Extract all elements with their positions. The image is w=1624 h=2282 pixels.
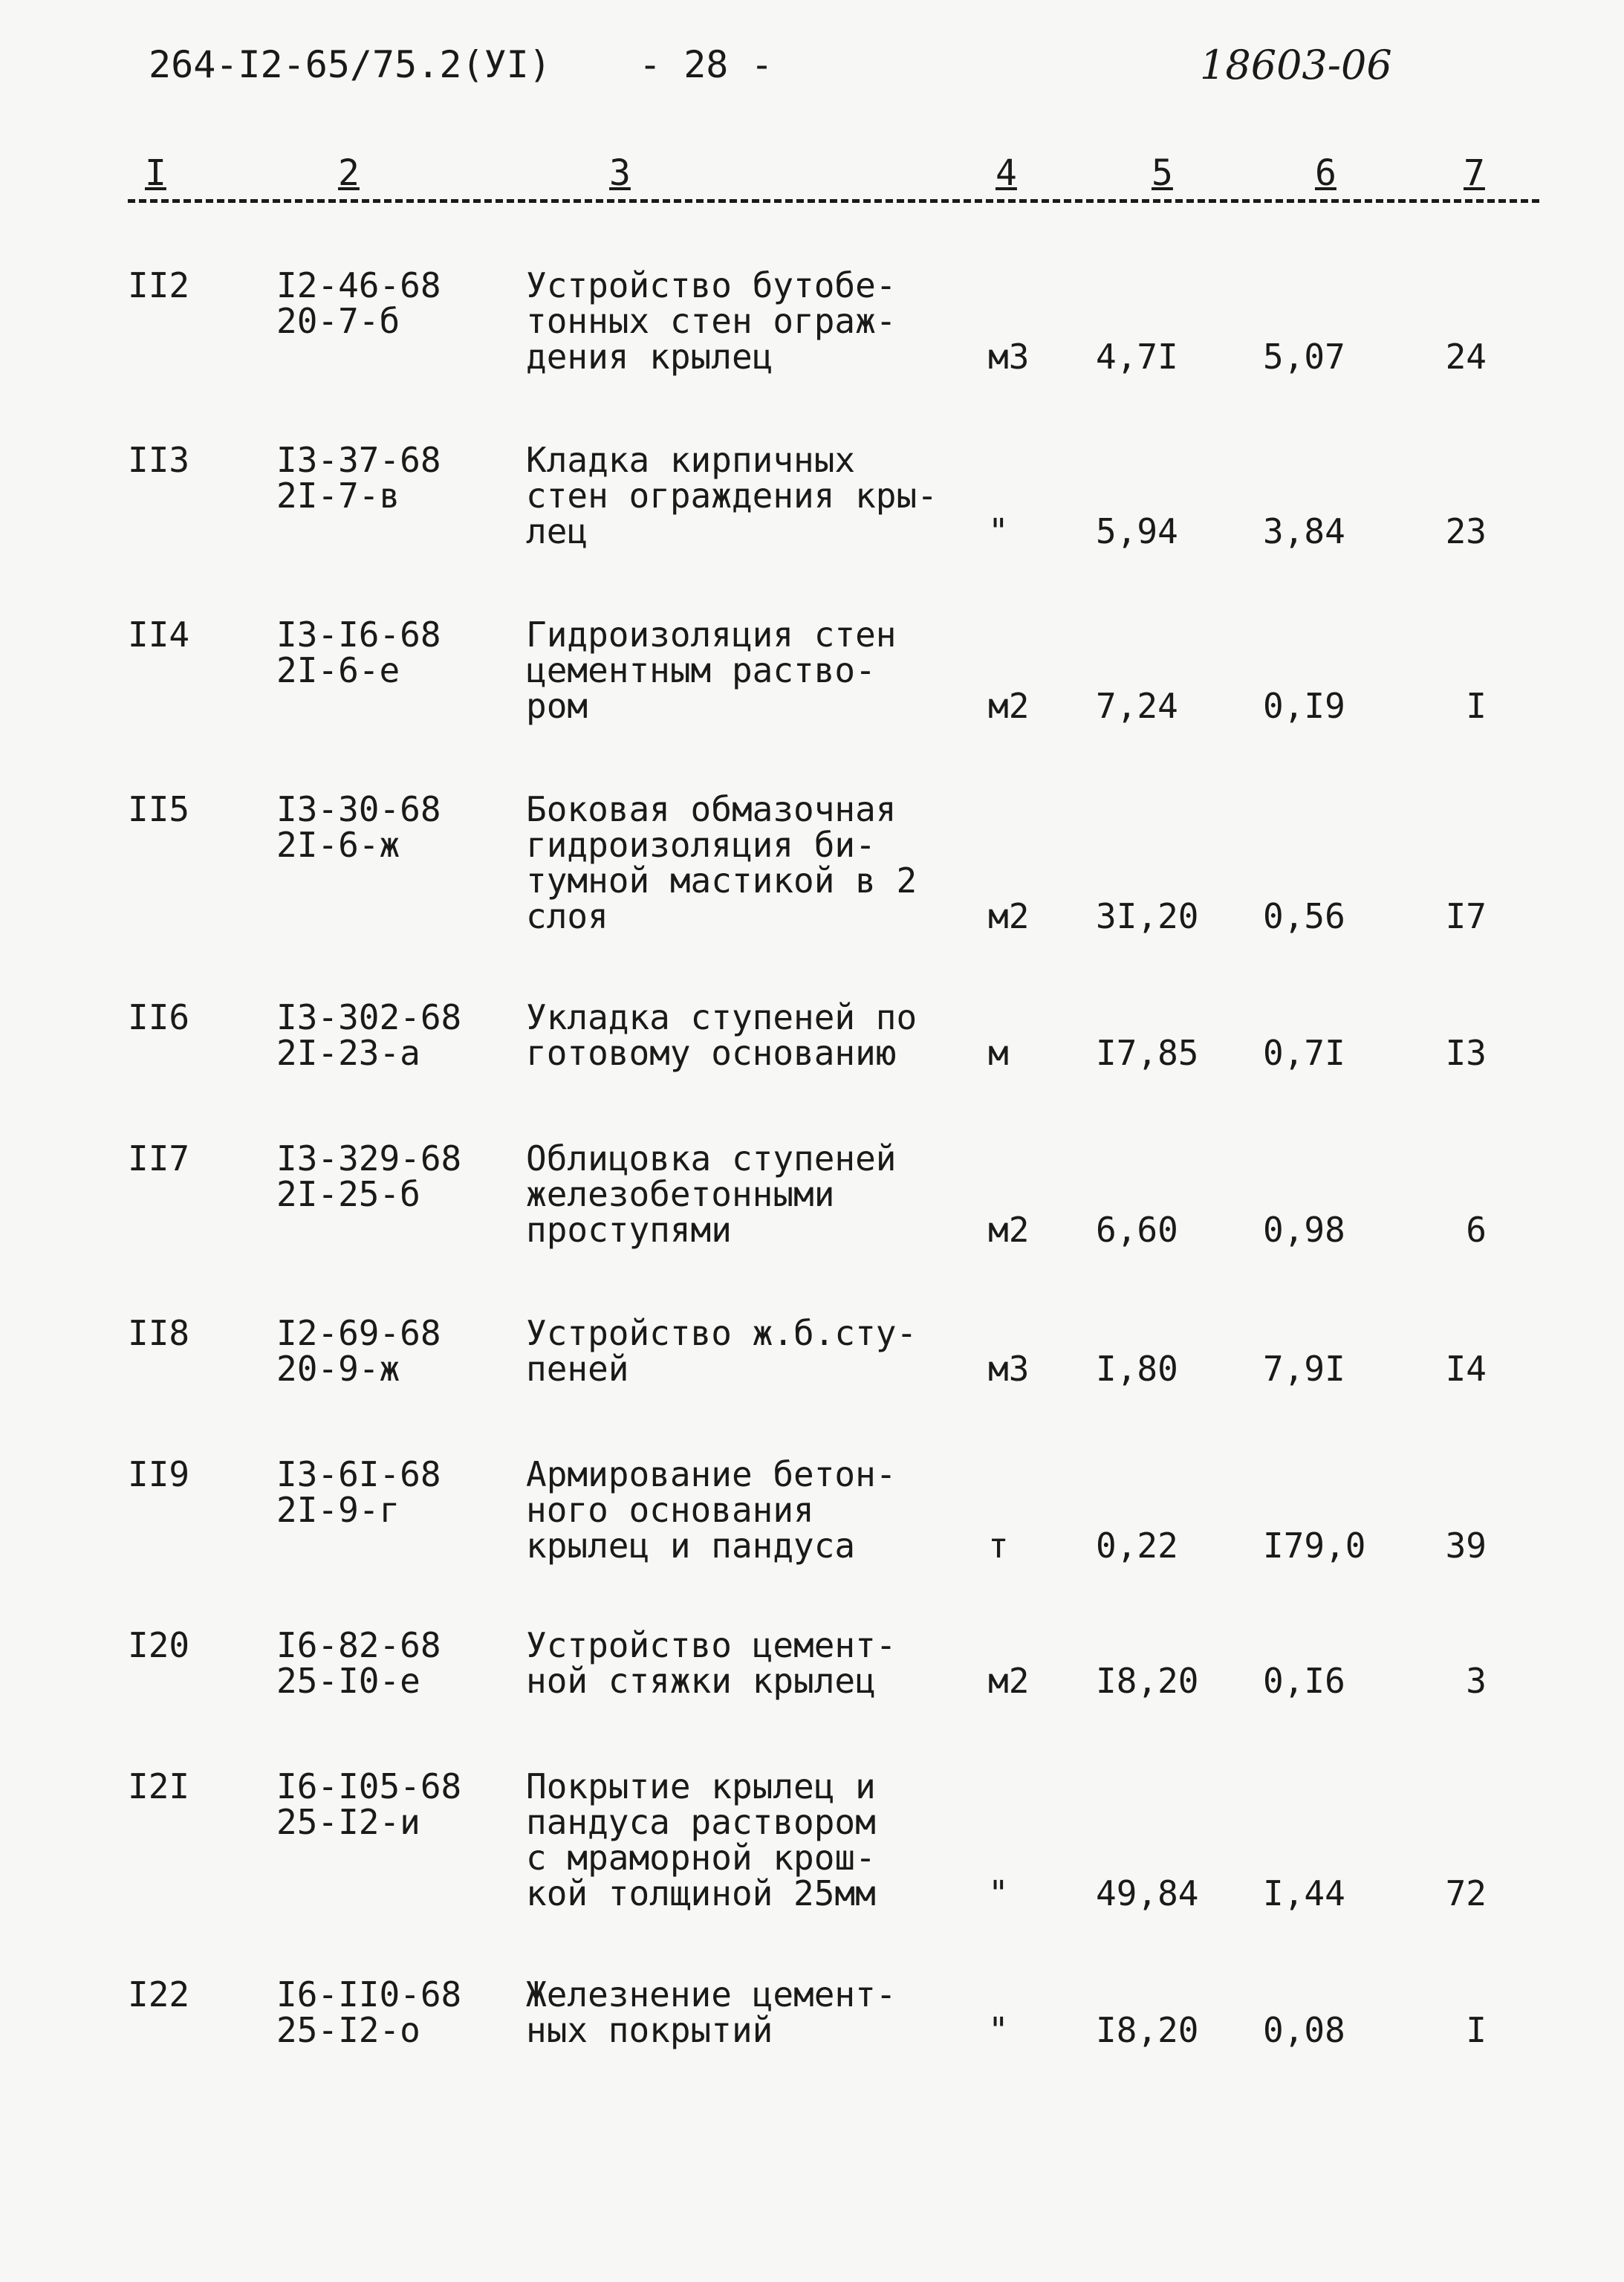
work-description	[526, 1974, 897, 2050]
unit: м2	[988, 686, 1030, 726]
unit-price: 3,84	[1263, 511, 1345, 551]
quantity: 7,24	[1096, 686, 1178, 726]
norm-code-line: I6-82-68	[276, 1625, 441, 1665]
unit-price: 7,9I	[1263, 1349, 1345, 1389]
description-line: тумной мастикой в 2	[526, 860, 917, 901]
norm-code	[276, 1627, 441, 1699]
description-line: с мраморной крош-	[526, 1838, 876, 1878]
norm-code-line: 2I-6-ж	[276, 825, 400, 865]
work-description	[526, 1138, 897, 1250]
total-cost: 39	[1445, 1526, 1487, 1566]
unit: м2	[988, 1210, 1030, 1250]
unit: "	[988, 511, 1009, 551]
total-cost: 23	[1445, 511, 1487, 551]
norm-code	[276, 1138, 462, 1214]
description-line: слоя	[526, 896, 608, 936]
norm-code	[276, 617, 441, 688]
norm-code	[276, 440, 441, 516]
norm-code-line: 25-I2-о	[276, 2010, 420, 2050]
description-line: Устройство ж.б.сту-	[526, 1313, 917, 1353]
quantity: 5,94	[1096, 511, 1178, 551]
unit: м2	[988, 1661, 1030, 1701]
norm-code-line: I3-302-68	[276, 997, 462, 1037]
unit: "	[988, 2010, 1009, 2050]
norm-code	[276, 265, 441, 341]
work-description	[526, 999, 917, 1071]
norm-code-line: 25-I0-е	[276, 1661, 420, 1701]
norm-code	[276, 791, 441, 863]
unit: т	[988, 1526, 1009, 1566]
row-number: II4	[128, 615, 190, 655]
row-number: I22	[128, 1974, 190, 2014]
column-header-4: 4	[995, 152, 1017, 194]
description-line: стен ограждения кры-	[526, 476, 938, 516]
quantity: 6,60	[1096, 1210, 1178, 1250]
description-line: Железнение цемент-	[526, 1974, 897, 2014]
norm-code-line: 2I-7-в	[276, 476, 400, 516]
norm-code-line: I3-I6-68	[276, 615, 441, 655]
norm-code-line: I3-329-68	[276, 1138, 462, 1179]
column-header-1: I	[145, 152, 166, 194]
description-line: ного основания	[526, 1490, 814, 1530]
description-line: гидроизоляция би-	[526, 825, 876, 865]
description-line: Гидроизоляция стен	[526, 615, 897, 655]
description-line: железобетонными	[526, 1174, 835, 1214]
description-line: цементным раство-	[526, 650, 876, 690]
norm-code-line: 2I-9-г	[276, 1490, 400, 1530]
quantity: I8,20	[1096, 2010, 1199, 2050]
norm-code	[276, 1315, 441, 1387]
total-cost: 24	[1445, 337, 1487, 377]
column-header-5: 5	[1152, 152, 1173, 194]
unit-price: 0,I9	[1263, 686, 1345, 726]
description-line: тонных стен ограж-	[526, 301, 897, 341]
norm-code-line: I6-I05-68	[276, 1766, 462, 1806]
norm-code	[276, 1766, 462, 1842]
description-line: Устройство бутобе-	[526, 265, 897, 305]
norm-code	[276, 1456, 441, 1528]
row-number: II9	[128, 1454, 190, 1494]
norm-code	[276, 999, 461, 1071]
document-code: 264-I2-65/75.2(УI)	[149, 43, 551, 86]
unit-price: 5,07	[1263, 337, 1345, 377]
work-description	[526, 1454, 897, 1566]
unit-price: 0,98	[1263, 1210, 1345, 1250]
unit-price: 0,I6	[1263, 1661, 1345, 1701]
unit: м3	[988, 1349, 1030, 1389]
description-line: Укладка ступеней по	[526, 997, 917, 1037]
total-cost: I7	[1445, 896, 1487, 936]
quantity: I8,20	[1096, 1661, 1199, 1701]
unit: м2	[988, 896, 1030, 936]
unit-price: I79,0	[1263, 1526, 1366, 1566]
row-number: II5	[128, 789, 190, 829]
quantity: 3I,20	[1096, 896, 1199, 936]
norm-code-line: I2-69-68	[276, 1313, 441, 1353]
work-description	[526, 617, 897, 724]
description-line: ных покрытий	[526, 2010, 773, 2050]
row-number: I2I	[128, 1766, 190, 1806]
unit-price: 0,08	[1263, 2010, 1345, 2050]
row-number: II7	[128, 1138, 190, 1179]
total-cost: 3	[1466, 1661, 1487, 1701]
column-header-7: 7	[1464, 152, 1485, 194]
norm-code-line: 2I-25-б	[276, 1174, 420, 1214]
description-line: крылец и пандуса	[526, 1526, 856, 1566]
description-line: готовому основанию	[526, 1033, 897, 1073]
description-line: кой толщиной 25мм	[526, 1873, 876, 1913]
total-cost: 6	[1466, 1210, 1487, 1250]
work-description	[526, 1315, 917, 1387]
row-number: II6	[128, 997, 190, 1037]
quantity: 49,84	[1096, 1873, 1199, 1913]
description-line: лец	[526, 511, 588, 551]
total-cost: 72	[1445, 1873, 1487, 1913]
description-line: Покрытие крылец и	[526, 1766, 876, 1806]
column-header-6: 6	[1315, 152, 1336, 194]
work-description	[526, 265, 897, 377]
norm-code-line: I3-6I-68	[276, 1454, 441, 1494]
unit-price: I,44	[1263, 1873, 1345, 1913]
work-description	[526, 1627, 897, 1699]
norm-code-line: 20-9-ж	[276, 1349, 400, 1389]
column-header-3: 3	[609, 152, 631, 194]
quantity: I7,85	[1096, 1033, 1199, 1073]
quantity: 0,22	[1096, 1526, 1178, 1566]
total-cost: I4	[1445, 1349, 1487, 1389]
description-line: Кладка кирпичных	[526, 440, 856, 480]
description-line: Облицовка ступеней	[526, 1138, 897, 1179]
description-line: проступями	[526, 1210, 732, 1250]
total-cost: I	[1466, 686, 1487, 726]
work-description	[526, 791, 917, 934]
total-cost: I3	[1445, 1033, 1487, 1073]
description-line: Армирование бетон-	[526, 1454, 897, 1494]
norm-code-line: 2I-23-а	[276, 1033, 420, 1073]
unit: м3	[988, 337, 1030, 377]
norm-code-line: I6-II0-68	[276, 1974, 462, 2014]
description-line: пандуса раствором	[526, 1802, 876, 1842]
header-divider	[128, 199, 1539, 203]
description-line: дения крылец	[526, 337, 773, 377]
norm-code-line: I3-30-68	[276, 789, 441, 829]
column-header-2: 2	[338, 152, 360, 194]
description-line: ной стяжки крылец	[526, 1661, 876, 1701]
unit-price: 0,56	[1263, 896, 1345, 936]
norm-code	[276, 1974, 462, 2050]
quantity: 4,7I	[1096, 337, 1178, 377]
description-line: Устройство цемент-	[526, 1625, 897, 1665]
row-number: II8	[128, 1313, 190, 1353]
description-line: пеней	[526, 1349, 629, 1389]
archive-stamp: 18603-06	[1200, 42, 1392, 88]
norm-code-line: 20-7-б	[276, 301, 400, 341]
norm-code-line: I3-37-68	[276, 440, 441, 480]
unit-price: 0,7I	[1263, 1033, 1345, 1073]
total-cost: I	[1466, 2010, 1487, 2050]
norm-code-line: I2-46-68	[276, 265, 441, 305]
quantity: I,80	[1096, 1349, 1178, 1389]
work-description	[526, 442, 938, 549]
unit: "	[988, 1873, 1009, 1913]
unit: м	[988, 1033, 1009, 1073]
norm-code-line: 25-I2-и	[276, 1802, 420, 1842]
work-description	[526, 1766, 876, 1913]
description-line: ром	[526, 686, 588, 726]
description-line: Боковая обмазочная	[526, 789, 897, 829]
row-number: II3	[128, 440, 190, 480]
row-number: I20	[128, 1625, 190, 1665]
page-number: - 28 -	[639, 43, 773, 86]
norm-code-line: 2I-6-е	[276, 650, 400, 690]
row-number: II2	[128, 265, 190, 305]
